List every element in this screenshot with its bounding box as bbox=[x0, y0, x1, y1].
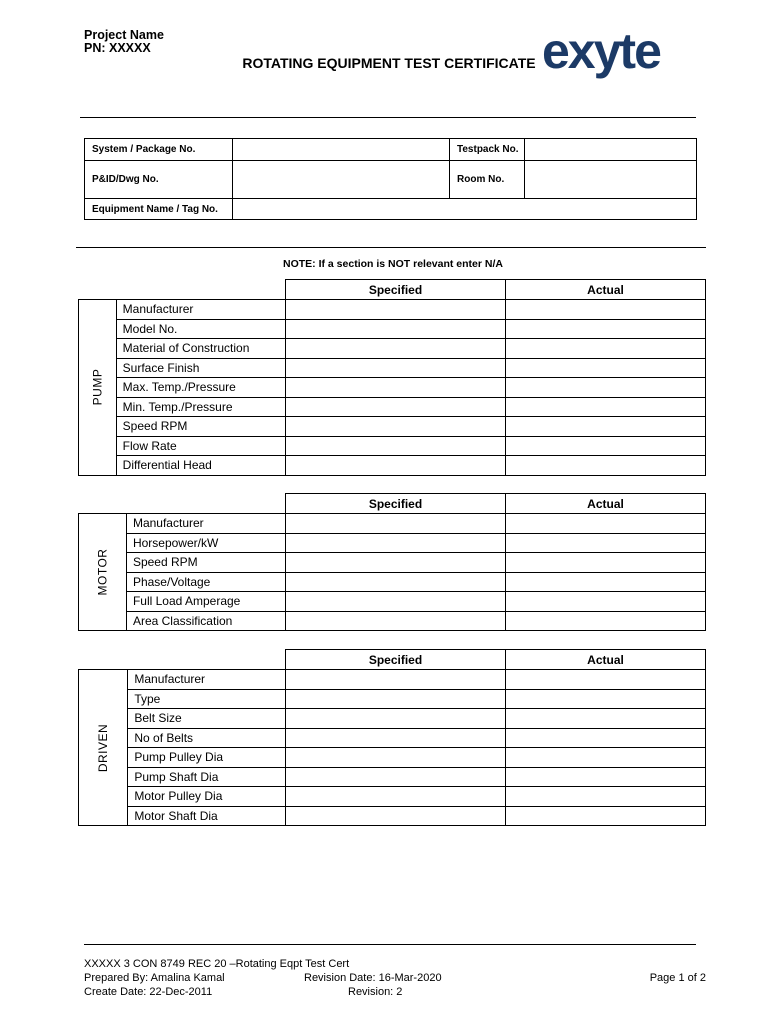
motor-actual-header: Actual bbox=[506, 494, 706, 514]
motor-specified-cell[interactable] bbox=[286, 572, 506, 592]
driven-actual-header: Actual bbox=[506, 650, 706, 670]
driven-specified-cell[interactable] bbox=[286, 670, 506, 690]
driven-actual-cell[interactable] bbox=[506, 689, 706, 709]
pump-section-table bbox=[78, 279, 706, 476]
driven-specified-cell[interactable] bbox=[286, 689, 506, 709]
motor-specified-cell[interactable] bbox=[286, 553, 506, 573]
header-divider bbox=[80, 117, 696, 118]
room-label: Room No. bbox=[450, 161, 525, 199]
document-reference: XXXXX 3 CON 8749 REC 20 –Rotating Eqpt Test Cert bbox=[84, 958, 350, 970]
driven-row-label: Belt Size bbox=[128, 709, 286, 729]
pump-row-label: Flow Rate bbox=[116, 436, 285, 456]
driven-actual-cell[interactable] bbox=[506, 670, 706, 690]
pump-actual-cell[interactable] bbox=[506, 436, 706, 456]
pump-row-label: Speed RPM bbox=[116, 417, 285, 437]
driven-specified-cell[interactable] bbox=[286, 787, 506, 807]
pump-row-label: Model No. bbox=[116, 319, 285, 339]
driven-section-table bbox=[78, 649, 706, 826]
driven-specified-header: Specified bbox=[286, 650, 506, 670]
page-number: Page 1 of 2 bbox=[649, 972, 706, 984]
equipment-name-field[interactable] bbox=[233, 199, 697, 220]
section-divider bbox=[76, 247, 706, 248]
motor-specified-cell[interactable] bbox=[286, 533, 506, 553]
create-date: Create Date: 22-Dec-2011 bbox=[84, 986, 213, 998]
motor-specified-cell[interactable] bbox=[286, 514, 506, 534]
pump-actual-cell[interactable] bbox=[506, 378, 706, 398]
motor-specified-cell[interactable] bbox=[286, 592, 506, 612]
pump-row-label: Surface Finish bbox=[116, 358, 285, 378]
driven-row-label: Motor Pulley Dia bbox=[128, 787, 286, 807]
motor-specified-header: Specified bbox=[286, 494, 506, 514]
driven-actual-cell[interactable] bbox=[506, 748, 706, 768]
motor-actual-cell[interactable] bbox=[506, 611, 706, 631]
driven-row-label: Type bbox=[128, 689, 286, 709]
pump-actual-cell[interactable] bbox=[506, 339, 706, 359]
motor-row-label: Phase/Voltage bbox=[126, 572, 285, 592]
driven-actual-cell[interactable] bbox=[506, 787, 706, 807]
driven-actual-cell[interactable] bbox=[506, 709, 706, 729]
logo-text: exyte bbox=[542, 23, 660, 79]
document-title: ROTATING EQUIPMENT TEST CERTIFICATE bbox=[242, 55, 536, 71]
pump-row-label: Material of Construction bbox=[116, 339, 285, 359]
system-package-label: System / Package No. bbox=[85, 139, 233, 161]
footer-divider bbox=[84, 944, 696, 945]
driven-actual-cell[interactable] bbox=[506, 806, 706, 826]
pump-specified-cell[interactable] bbox=[286, 436, 506, 456]
pump-specified-cell[interactable] bbox=[286, 456, 506, 476]
pump-row-label: Max. Temp./Pressure bbox=[116, 378, 285, 398]
motor-actual-cell[interactable] bbox=[506, 592, 706, 612]
motor-actual-cell[interactable] bbox=[506, 533, 706, 553]
driven-section-label: DRIVEN bbox=[79, 670, 128, 826]
pump-specified-cell[interactable] bbox=[286, 417, 506, 437]
motor-actual-cell[interactable] bbox=[506, 553, 706, 573]
pump-actual-cell[interactable] bbox=[506, 319, 706, 339]
pump-specified-header: Specified bbox=[286, 280, 506, 300]
pump-specified-cell[interactable] bbox=[286, 397, 506, 417]
note-text: NOTE: If a section is NOT relevant enter N/A bbox=[283, 258, 503, 270]
motor-section-table bbox=[78, 493, 706, 631]
motor-row-label: Area Classification bbox=[126, 611, 285, 631]
driven-specified-cell[interactable] bbox=[286, 728, 506, 748]
pid-dwg-label: P&ID/Dwg No. bbox=[85, 161, 233, 199]
pump-actual-cell[interactable] bbox=[506, 397, 706, 417]
driven-row-label: Motor Shaft Dia bbox=[128, 806, 286, 826]
revision-number: Revision: 2 bbox=[348, 986, 403, 998]
motor-section-label: MOTOR bbox=[79, 514, 127, 631]
pid-dwg-field[interactable] bbox=[233, 161, 450, 199]
pump-specified-cell[interactable] bbox=[286, 300, 506, 320]
pump-specified-cell[interactable] bbox=[286, 358, 506, 378]
driven-specified-cell[interactable] bbox=[286, 806, 506, 826]
system-package-field[interactable] bbox=[233, 139, 450, 161]
motor-row-label: Horsepower/kW bbox=[126, 533, 285, 553]
pump-actual-header: Actual bbox=[506, 280, 706, 300]
prepared-by: Prepared By: Amalina Kamal bbox=[84, 972, 225, 984]
motor-actual-cell[interactable] bbox=[506, 572, 706, 592]
pump-actual-cell[interactable] bbox=[506, 456, 706, 476]
pump-section-label: PUMP bbox=[79, 300, 117, 476]
pump-actual-cell[interactable] bbox=[506, 358, 706, 378]
driven-specified-cell[interactable] bbox=[286, 748, 506, 768]
room-field[interactable] bbox=[525, 161, 697, 199]
driven-row-label: Manufacturer bbox=[128, 670, 286, 690]
testpack-label: Testpack No. bbox=[450, 139, 525, 161]
pump-row-label: Manufacturer bbox=[116, 300, 285, 320]
pump-specified-cell[interactable] bbox=[286, 378, 506, 398]
motor-specified-cell[interactable] bbox=[286, 611, 506, 631]
driven-row-label: Pump Pulley Dia bbox=[128, 748, 286, 768]
pump-specified-cell[interactable] bbox=[286, 339, 506, 359]
pump-row-label: Min. Temp./Pressure bbox=[116, 397, 285, 417]
project-number: PN: XXXXX bbox=[84, 41, 151, 55]
project-name: Project Name bbox=[84, 28, 164, 42]
driven-row-label: No of Belts bbox=[128, 728, 286, 748]
equipment-name-label: Equipment Name / Tag No. bbox=[85, 199, 233, 220]
motor-actual-cell[interactable] bbox=[506, 514, 706, 534]
driven-specified-cell[interactable] bbox=[286, 709, 506, 729]
motor-row-label: Manufacturer bbox=[126, 514, 285, 534]
pump-actual-cell[interactable] bbox=[506, 300, 706, 320]
motor-row-label: Full Load Amperage bbox=[126, 592, 285, 612]
motor-row-label: Speed RPM bbox=[126, 553, 285, 573]
pump-actual-cell[interactable] bbox=[506, 417, 706, 437]
driven-actual-cell[interactable] bbox=[506, 767, 706, 787]
info-table bbox=[84, 138, 697, 220]
driven-row-label: Pump Shaft Dia bbox=[128, 767, 286, 787]
pump-row-label: Differential Head bbox=[116, 456, 285, 476]
driven-specified-cell[interactable] bbox=[286, 767, 506, 787]
testpack-field[interactable] bbox=[525, 139, 697, 161]
driven-actual-cell[interactable] bbox=[506, 728, 706, 748]
exyte-logo bbox=[540, 22, 700, 86]
revision-date: Revision Date: 16-Mar-2020 bbox=[304, 972, 442, 984]
pump-specified-cell[interactable] bbox=[286, 319, 506, 339]
